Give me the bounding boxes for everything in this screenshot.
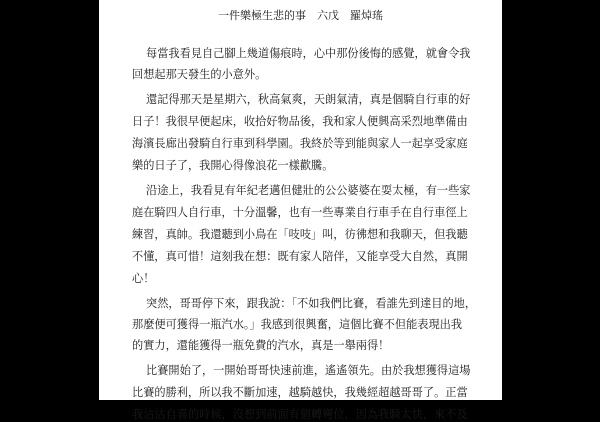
text-line: 回想起那天發生的小意外。	[132, 68, 267, 81]
text-line: 沿途上，我看見有年紀老邁但健壯的公公婆婆在耍太極，有一些家	[146, 184, 471, 197]
text-line: 那麼便可獲得一瓶汽水。」我感到很興奮，這個比賽不但能表現出我	[132, 318, 463, 331]
text-line: 日子！我很早便起床，收拾好物品後，我和家人便興高采烈地準備由	[132, 115, 468, 128]
text-line: 樂的日子了，我開心得像浪花一樣歡騰。	[132, 159, 334, 172]
text-line: 海濱長廊出發騎自行車到科學園。我終於等到能與家人一起享受家庭	[132, 137, 468, 150]
text-line: 比賽的勝利，所以我不斷加速，越騎越快，我幾經超越哥哥了。正當	[132, 386, 468, 399]
document-title: 一件樂極生悲的事 六戊 羅焯瑤	[218, 9, 383, 22]
text-line: 的實力，還能獲得一瓶免費的汽水，真是一舉兩得！	[132, 339, 390, 352]
text-line: 心！	[132, 272, 155, 285]
text-line: 庭在騎四人自行車，十分溫馨，也有一些專業自行車手在自行車徑上	[132, 206, 468, 219]
text-line: 突然，哥哥停下來，跟我說：「不如我們比賽，看誰先到達目的地，	[146, 297, 477, 310]
text-line: 還記得那天是星期六，秋高氣爽，天朗氣清，真是個騎自行車的好	[146, 93, 471, 106]
text-line: 比賽開始了，一開始哥哥快速前進，遙遙領先。由於我想獲得這場	[146, 364, 471, 377]
text-line: 不懂，真可惜！這刻我在想：既有家人陪伴，又能享受大自然，真開	[132, 250, 468, 263]
text-line: 每當我看見自己腳上幾道傷痕時，心中那份後悔的感覺，就會令我	[146, 47, 471, 60]
text-line: 我沾沾自喜的時候，沒想到前面有個轉彎位，因為我騎太快，來不及	[132, 408, 468, 421]
document-page[interactable]	[99, 0, 502, 421]
text-line: 練習，真帥。我還聽到小鳥在「吱吱」叫，彷彿想和我聊天，但我聽	[132, 228, 468, 241]
